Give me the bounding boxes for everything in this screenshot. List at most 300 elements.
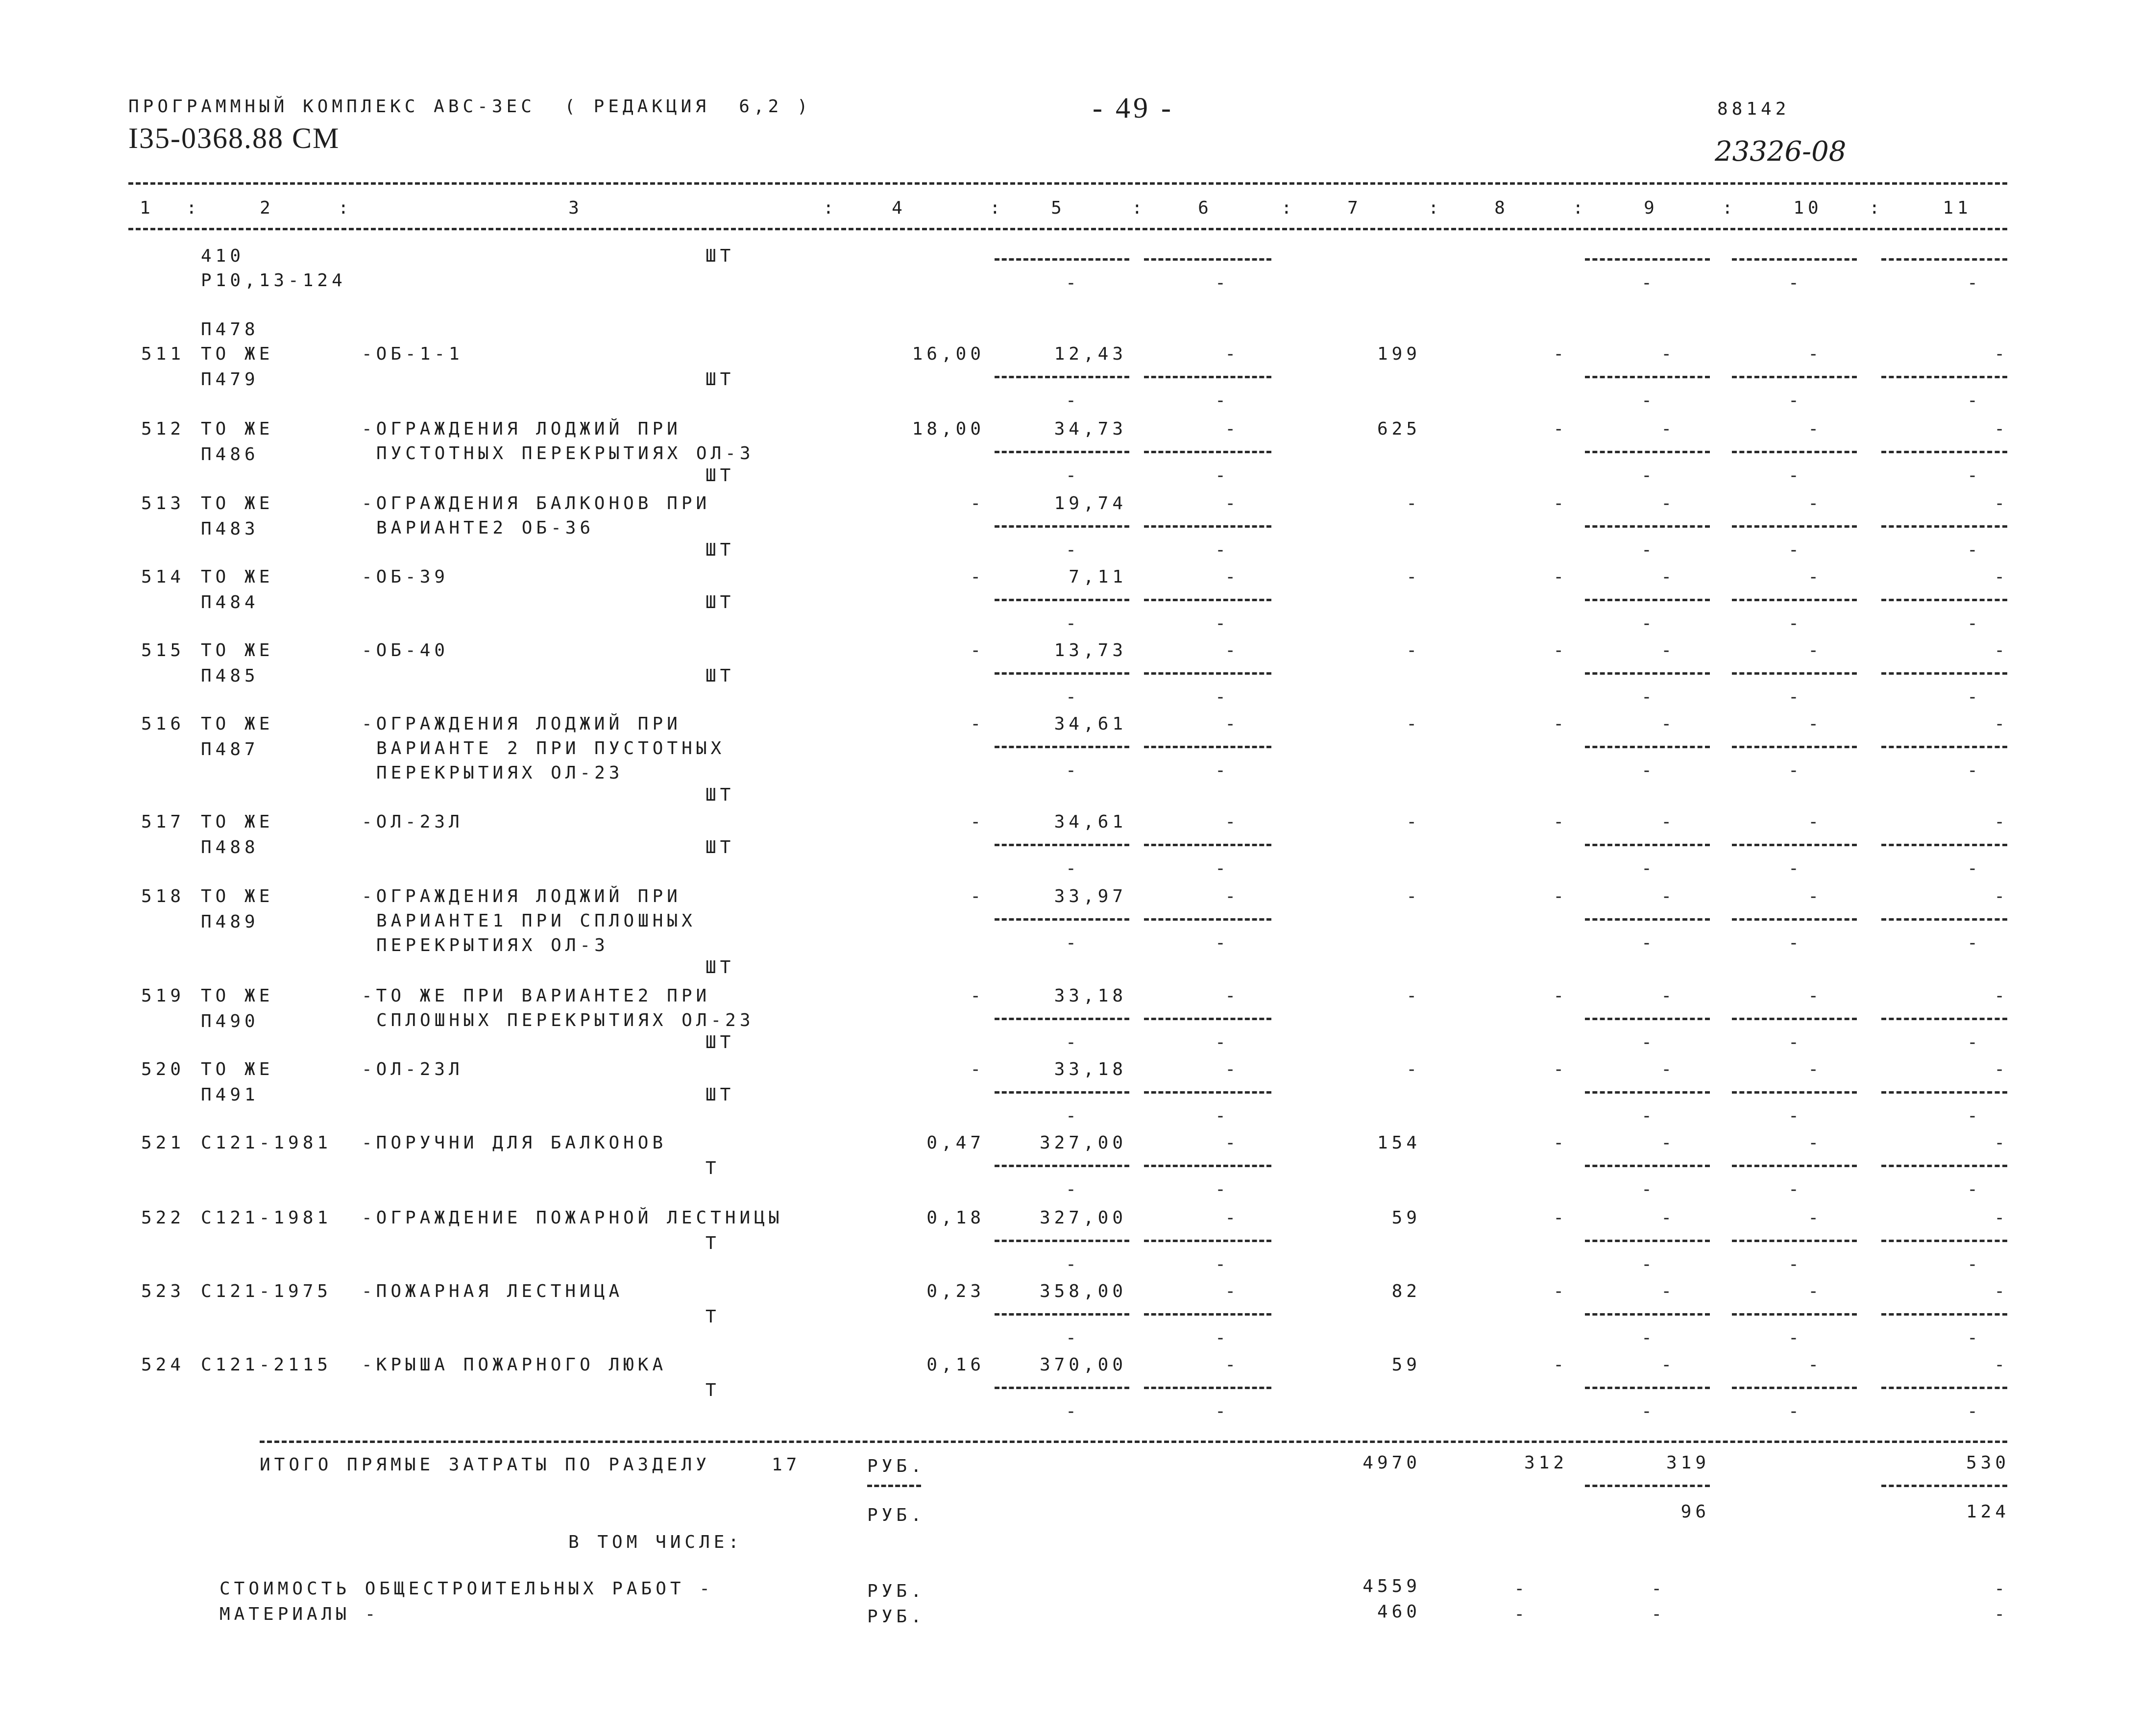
row-rule-c5 [995, 376, 1129, 378]
row-rule-c5 [995, 599, 1129, 601]
row-sub-dash-c6: - [1215, 1106, 1230, 1126]
row-value-c5: 370,00 [1039, 1355, 1127, 1375]
row-rule-c9 [1585, 1387, 1710, 1389]
totals-col9-b: 96 [1680, 1502, 1710, 1522]
row-value-c5: 34,73 [1054, 419, 1127, 439]
row-unit: ШТ [706, 369, 735, 390]
row-value-c6: - [1225, 344, 1240, 364]
row-sub-dash-c6: - [1215, 613, 1230, 634]
row-unit: Т [706, 1307, 720, 1327]
row-sub-dash-c6: - [1215, 1179, 1230, 1199]
top-rule-c10 [1732, 258, 1857, 261]
row-value-c4: 18,00 [912, 419, 985, 439]
row-sub-dash-c11: - [1967, 1254, 1982, 1274]
row-value-c10: - [1808, 419, 1823, 439]
row-value-c8: - [1553, 1059, 1568, 1079]
row-rule-c5 [995, 1387, 1129, 1389]
row-value-c6: - [1225, 1059, 1240, 1079]
totals-rule [260, 1441, 2007, 1443]
column-number-4: 4 [892, 198, 906, 218]
row-description: ПЕРЕКРЫТИЯХ ОЛ-23 [376, 763, 624, 783]
row-value-c6: - [1225, 567, 1240, 587]
row-rule-c9 [1585, 918, 1710, 921]
row-value-c7: - [1406, 1059, 1421, 1079]
row-rule-c9 [1585, 376, 1710, 378]
row-rule-c6 [1144, 376, 1271, 378]
row-rule-c6 [1144, 918, 1271, 921]
row-rule-c11 [1881, 525, 2007, 528]
row-value-c10: - [1808, 344, 1823, 364]
row-value-c8: - [1553, 886, 1568, 906]
row-rule-c5 [995, 1165, 1129, 1167]
row-value-c9: - [1661, 567, 1676, 587]
row-rule-c11 [1881, 1018, 2007, 1020]
row-number: 511 [141, 344, 185, 364]
row-number: 512 [141, 419, 185, 439]
row-value-c10: - [1808, 640, 1823, 660]
row-value-c6: - [1225, 986, 1240, 1006]
row-value-c11: - [1994, 344, 2009, 364]
column-number-1: 1 [140, 198, 154, 218]
row-value-c6: - [1225, 1133, 1240, 1153]
totals-col7: 4970 [1362, 1453, 1421, 1473]
row-sub-dash-c9: - [1641, 1401, 1656, 1421]
row-value-c11: - [1994, 714, 2009, 734]
row-sub-dash-c6: - [1215, 1401, 1230, 1421]
row-code: ТО ЖЕ [201, 1059, 274, 1079]
row-rule-c10 [1732, 599, 1857, 601]
row-value-c7: 59 [1391, 1208, 1421, 1228]
row-value-c11: - [1994, 986, 2009, 1006]
top-dash-c10: - [1788, 273, 1803, 293]
row-code-secondary: П486 [201, 444, 259, 465]
row-unit: ШТ [706, 1032, 735, 1052]
breakdown-col11: - [1994, 1579, 2009, 1599]
row-value-c10: - [1808, 1355, 1823, 1375]
row-value-c5: 327,00 [1039, 1133, 1127, 1153]
row-value-c5: 358,00 [1039, 1281, 1127, 1301]
row-code: ТО ЖЕ [201, 886, 274, 906]
row-rule-c6 [1144, 672, 1271, 675]
row-value-c6: - [1225, 640, 1240, 660]
row-rule-c10 [1732, 672, 1857, 675]
row-sub-dash-c9: - [1641, 760, 1656, 781]
row-code: ТО ЖЕ [201, 344, 274, 364]
column-separator: : [1281, 198, 1296, 218]
row-number: 514 [141, 567, 185, 587]
row-sub-dash-c9: - [1641, 1328, 1656, 1348]
row-value-c11: - [1994, 1133, 2009, 1153]
row-rule-c6 [1144, 1313, 1271, 1316]
row-value-c4: - [970, 1059, 985, 1079]
row-value-c6: - [1225, 886, 1240, 906]
row-sub-dash-c11: - [1967, 1401, 1982, 1421]
breakdown-unit: РУБ. [867, 1581, 925, 1601]
row-rule-c9 [1585, 1240, 1710, 1242]
row-code: ТО ЖЕ [201, 640, 274, 660]
row-value-c7: - [1406, 493, 1421, 513]
row-rule-c6 [1144, 451, 1271, 453]
row-sub-dash-c9: - [1641, 540, 1656, 560]
row-rule-c9 [1585, 746, 1710, 748]
top-rule-c5 [995, 258, 1129, 261]
breakdown-col7: 460 [1377, 1602, 1421, 1622]
breakdown-col8: - [1514, 1604, 1529, 1624]
row-value-c8: - [1553, 986, 1568, 1006]
row-sub-dash-c11: - [1967, 760, 1982, 781]
top-rule-c11 [1881, 258, 2007, 261]
row-rule-c10 [1732, 844, 1857, 846]
row-number: 523 [141, 1281, 185, 1301]
row-sub-dash-c9: - [1641, 858, 1656, 879]
row-sub-dash-c6: - [1215, 760, 1230, 781]
row-rule-c11 [1881, 1240, 2007, 1242]
column-separator: : [1132, 198, 1146, 218]
row-code: ТО ЖЕ [201, 986, 274, 1006]
row-description: -КРЫША ПОЖАРНОГО ЛЮКА [362, 1355, 667, 1375]
row-value-c10: - [1808, 886, 1823, 906]
row-sub-dash-c9: - [1641, 613, 1656, 634]
row-description: СПЛОШНЫХ ПЕРЕКРЫТИЯХ ОЛ-23 [376, 1010, 754, 1030]
row-rule-c11 [1881, 376, 2007, 378]
row-value-c11: - [1994, 1208, 2009, 1228]
row-description: -ОГРАЖДЕНИЯ ЛОДЖИЙ ПРИ [362, 886, 681, 906]
top-dash-c5: - [1066, 273, 1080, 293]
row-rule-c6 [1144, 1387, 1271, 1389]
row-number: 519 [141, 986, 185, 1006]
row-rule-c6 [1144, 746, 1271, 748]
row-sub-dash-c6: - [1215, 858, 1230, 879]
column-number-11: 11 [1943, 198, 1972, 218]
row-value-c9: - [1661, 1355, 1676, 1375]
row-sub-dash-c10: - [1788, 760, 1803, 781]
row-value-c4: - [970, 493, 985, 513]
row-code-secondary: П484 [201, 592, 259, 612]
row-sub-dash-c6: - [1215, 391, 1230, 411]
row-number: 524 [141, 1355, 185, 1375]
row-value-c4: - [970, 640, 985, 660]
totals-col9-rule [1585, 1485, 1710, 1487]
row-code: ТО ЖЕ [201, 567, 274, 587]
row-code: С121-1981 [201, 1133, 332, 1153]
row-rule-c9 [1585, 1165, 1710, 1167]
row-rule-c5 [995, 1313, 1129, 1316]
row-value-c8: - [1553, 1208, 1568, 1228]
row-sub-dash-c9: - [1641, 391, 1656, 411]
row-code-secondary: П488 [201, 837, 259, 857]
row-code-secondary: П487 [201, 739, 259, 759]
row-value-c7: - [1406, 886, 1421, 906]
row-sub-dash-c6: - [1215, 1328, 1230, 1348]
row-value-c5: 327,00 [1039, 1208, 1127, 1228]
row-unit: ШТ [706, 837, 735, 857]
row-code-secondary: П483 [201, 519, 259, 539]
row-value-c10: - [1808, 1281, 1823, 1301]
column-number-3: 3 [568, 198, 583, 218]
row-sub-dash-c9: - [1641, 1032, 1656, 1052]
row-value-c7: - [1406, 714, 1421, 734]
row-description: ВАРИАНТЕ 2 ПРИ ПУСТОТНЫХ [376, 738, 726, 758]
row-value-c7: - [1406, 812, 1421, 832]
row-value-c6: - [1225, 1355, 1240, 1375]
row-sub-dash-c5: - [1066, 1328, 1080, 1348]
row-sub-dash-c10: - [1788, 1032, 1803, 1052]
row-value-c4: 0,23 [926, 1281, 985, 1301]
row-description: ВАРИАНТЕ1 ПРИ СПЛОШНЫХ [376, 911, 696, 931]
row-value-c5: 33,18 [1054, 1059, 1127, 1079]
row-value-c4: 0,16 [926, 1355, 985, 1375]
row-code-secondary: П490 [201, 1011, 259, 1031]
row-sub-dash-c11: - [1967, 465, 1982, 486]
header-rule-top [128, 182, 2007, 185]
row-rule-c9 [1585, 451, 1710, 453]
row-value-c6: - [1225, 1208, 1240, 1228]
row-unit: Т [706, 1380, 720, 1400]
row-rule-c9 [1585, 1018, 1710, 1020]
row-unit: Т [706, 1158, 720, 1178]
row-sub-dash-c5: - [1066, 391, 1080, 411]
row-rule-c5 [995, 1240, 1129, 1242]
row-unit: ШТ [706, 957, 735, 978]
totals-label: ИТОГО ПРЯМЫЕ ЗАТРАТЫ ПО РАЗДЕЛУ [260, 1455, 710, 1475]
totals-col8: 312 [1524, 1453, 1568, 1473]
row-rule-c9 [1585, 672, 1710, 675]
row-sub-dash-c5: - [1066, 540, 1080, 560]
row-description: -ОГРАЖДЕНИЯ БАЛКОНОВ ПРИ [362, 493, 711, 513]
row-rule-c5 [995, 844, 1129, 846]
column-number-5: 5 [1051, 198, 1066, 218]
row-number: 515 [141, 640, 185, 660]
row-value-c10: - [1808, 1133, 1823, 1153]
row-number: 518 [141, 886, 185, 906]
row-rule-c10 [1732, 1313, 1857, 1316]
row-sub-dash-c6: - [1215, 1254, 1230, 1274]
row-value-c5: 34,61 [1054, 714, 1127, 734]
row-value-c8: - [1553, 419, 1568, 439]
row-value-c5: 19,74 [1054, 493, 1127, 513]
column-separator: : [1428, 198, 1443, 218]
row-code-secondary: П485 [201, 666, 259, 686]
totals-col11-rule [1881, 1485, 2007, 1487]
row-rule-c10 [1732, 746, 1857, 748]
row-sub-dash-c10: - [1788, 1179, 1803, 1199]
row-description: -ОГРАЖДЕНИЯ ЛОДЖИЙ ПРИ [362, 714, 681, 734]
row-sub-dash-c6: - [1215, 687, 1230, 707]
row-sub-dash-c10: - [1788, 933, 1803, 953]
row-rule-c10 [1732, 1240, 1857, 1242]
row-value-c8: - [1553, 812, 1568, 832]
row-value-c4: - [970, 812, 985, 832]
top-dash-c11: - [1967, 273, 1982, 293]
row-value-c10: - [1808, 812, 1823, 832]
row-value-c5: 34,61 [1054, 812, 1127, 832]
row-sub-dash-c9: - [1641, 1179, 1656, 1199]
row-rule-c11 [1881, 1387, 2007, 1389]
row-sub-dash-c5: - [1066, 687, 1080, 707]
row-rule-c10 [1732, 525, 1857, 528]
breakdown-col8: - [1514, 1579, 1529, 1599]
row-value-c11: - [1994, 567, 2009, 587]
totals-col11: 530 [1966, 1453, 2010, 1473]
row-value-c9: - [1661, 1281, 1676, 1301]
row-description: -ОГРАЖДЕНИЕ ПОЖАРНОЙ ЛЕСТНИЦЫ [362, 1208, 783, 1228]
row-value-c7: 82 [1391, 1281, 1421, 1301]
top-dash-c9: - [1641, 273, 1656, 293]
row-number: 520 [141, 1059, 185, 1079]
row-description: -ПОРУЧНИ ДЛЯ БАЛКОНОВ [362, 1133, 667, 1153]
row-unit: Т [706, 1233, 720, 1253]
row-description: -ТО ЖЕ ПРИ ВАРИАНТЕ2 ПРИ [362, 986, 711, 1006]
row-description: -ПОЖАРНАЯ ЛЕСТНИЦА [362, 1281, 624, 1301]
row-rule-c6 [1144, 525, 1271, 528]
row-value-c11: - [1994, 886, 2009, 906]
row-number: 513 [141, 493, 185, 513]
row-number: 516 [141, 714, 185, 734]
row-value-c6: - [1225, 493, 1240, 513]
row-value-c6: - [1225, 812, 1240, 832]
row-sub-dash-c10: - [1788, 1106, 1803, 1126]
row-rule-c6 [1144, 1240, 1271, 1242]
row-code: С121-2115 [201, 1355, 332, 1375]
column-separator: : [1722, 198, 1737, 218]
row-sub-dash-c10: - [1788, 1254, 1803, 1274]
row-description: ПЕРЕКРЫТИЯХ ОЛ-3 [376, 935, 609, 955]
row-value-c10: - [1808, 567, 1823, 587]
row-value-c7: - [1406, 986, 1421, 1006]
row-value-c11: - [1994, 493, 2009, 513]
row-sub-dash-c11: - [1967, 1106, 1982, 1126]
row-value-c11: - [1994, 1059, 2009, 1079]
row-sub-dash-c5: - [1066, 1254, 1080, 1274]
row-description: -ОЛ-23Л [362, 1059, 463, 1079]
column-number-2: 2 [260, 198, 274, 218]
row-description: -ОБ-40 [362, 640, 449, 660]
row-value-c6: - [1225, 419, 1240, 439]
row-value-c5: 33,97 [1054, 886, 1127, 906]
row-rule-c10 [1732, 1387, 1857, 1389]
row-sub-dash-c5: - [1066, 933, 1080, 953]
row-value-c9: - [1661, 344, 1676, 364]
row-rule-c11 [1881, 1313, 2007, 1316]
row-code: ТО ЖЕ [201, 714, 274, 734]
row-code-secondary: П491 [201, 1085, 259, 1105]
row-value-c5: 7,11 [1069, 567, 1127, 587]
column-separator: : [823, 198, 838, 218]
row-description: -ОЛ-23Л [362, 812, 463, 832]
row-sub-dash-c5: - [1066, 1032, 1080, 1052]
column-separator: : [1869, 198, 1884, 218]
row-value-c5: 33,18 [1054, 986, 1127, 1006]
row-sub-dash-c11: - [1967, 687, 1982, 707]
row-value-c10: - [1808, 986, 1823, 1006]
totals-unit-2: РУБ. [867, 1505, 925, 1525]
row-code: ТО ЖЕ [201, 812, 274, 832]
column-separator: : [338, 198, 353, 218]
row-value-c8: - [1553, 493, 1568, 513]
including-label: В ТОМ ЧИСЛЕ: [568, 1532, 743, 1552]
row-sub-dash-c5: - [1066, 1401, 1080, 1421]
row-sub-dash-c11: - [1967, 391, 1982, 411]
row-value-c11: - [1994, 640, 2009, 660]
row-sub-dash-c11: - [1967, 933, 1982, 953]
row-sub-dash-c9: - [1641, 1254, 1656, 1274]
row-rule-c9 [1585, 599, 1710, 601]
row-rule-c5 [995, 746, 1129, 748]
row-sub-dash-c10: - [1788, 858, 1803, 879]
row-value-c8: - [1553, 714, 1568, 734]
row-value-c9: - [1661, 640, 1676, 660]
row-rule-c10 [1732, 451, 1857, 453]
row-sub-dash-c6: - [1215, 540, 1230, 560]
row-value-c8: - [1553, 344, 1568, 364]
row-value-c4: 0,18 [926, 1208, 985, 1228]
row-unit: ШТ [706, 666, 735, 686]
row-value-c7: - [1406, 567, 1421, 587]
row-sub-dash-c10: - [1788, 540, 1803, 560]
document-code: I35-0368.88 СМ [128, 122, 340, 154]
totals-unit: РУБ. [867, 1456, 925, 1476]
breakdown-col11: - [1994, 1604, 2009, 1624]
row-description: -ОГРАЖДЕНИЯ ЛОДЖИЙ ПРИ [362, 419, 681, 439]
row-rule-c5 [995, 918, 1129, 921]
row-description: -ОБ-39 [362, 567, 449, 587]
page-number: - 49 - [1093, 92, 1174, 124]
column-separator: : [990, 198, 1004, 218]
row-sub-dash-c6: - [1215, 465, 1230, 486]
row-rule-c10 [1732, 1018, 1857, 1020]
row-code-secondary: П489 [201, 912, 259, 932]
row-rule-c5 [995, 1018, 1129, 1020]
row-code-secondary: П479 [201, 369, 259, 390]
row-value-c4: 16,00 [912, 344, 985, 364]
row-value-c9: - [1661, 1059, 1676, 1079]
row-rule-c5 [995, 451, 1129, 453]
row-value-c9: - [1661, 1133, 1676, 1153]
row-sub-dash-c9: - [1641, 1106, 1656, 1126]
archive-code: 88142 [1717, 99, 1790, 119]
row-code: С121-1975 [201, 1281, 332, 1301]
handwritten-number: 23326-08 [1715, 136, 1847, 168]
row-value-c5: 13,73 [1054, 640, 1127, 660]
header-rule-bottom [128, 228, 2007, 230]
column-separator: : [186, 198, 201, 218]
row-number: 522 [141, 1208, 185, 1228]
row-sub-dash-c6: - [1215, 1032, 1230, 1052]
row-value-c11: - [1994, 419, 2009, 439]
row-value-c11: - [1994, 1355, 2009, 1375]
row-value-c7: - [1406, 640, 1421, 660]
row-unit: ШТ [706, 540, 735, 560]
row-value-c11: - [1994, 1281, 2009, 1301]
top-unit: ШТ [706, 246, 735, 266]
top-rule-c9 [1585, 258, 1710, 261]
row-value-c10: - [1808, 1208, 1823, 1228]
row-value-c7: 59 [1391, 1355, 1421, 1375]
row-sub-dash-c10: - [1788, 613, 1803, 634]
row-rule-c9 [1585, 525, 1710, 528]
row-number: 521 [141, 1133, 185, 1153]
row-rule-c10 [1732, 918, 1857, 921]
row-sub-dash-c5: - [1066, 613, 1080, 634]
top-reference: Р10,13-124 [201, 270, 346, 291]
column-number-10: 10 [1793, 198, 1823, 218]
row-value-c6: - [1225, 1281, 1240, 1301]
row-value-c8: - [1553, 1281, 1568, 1301]
breakdown-col9: - [1651, 1579, 1666, 1599]
row-rule-c11 [1881, 844, 2007, 846]
row-rule-c11 [1881, 1091, 2007, 1094]
breakdown-col9: - [1651, 1604, 1666, 1624]
